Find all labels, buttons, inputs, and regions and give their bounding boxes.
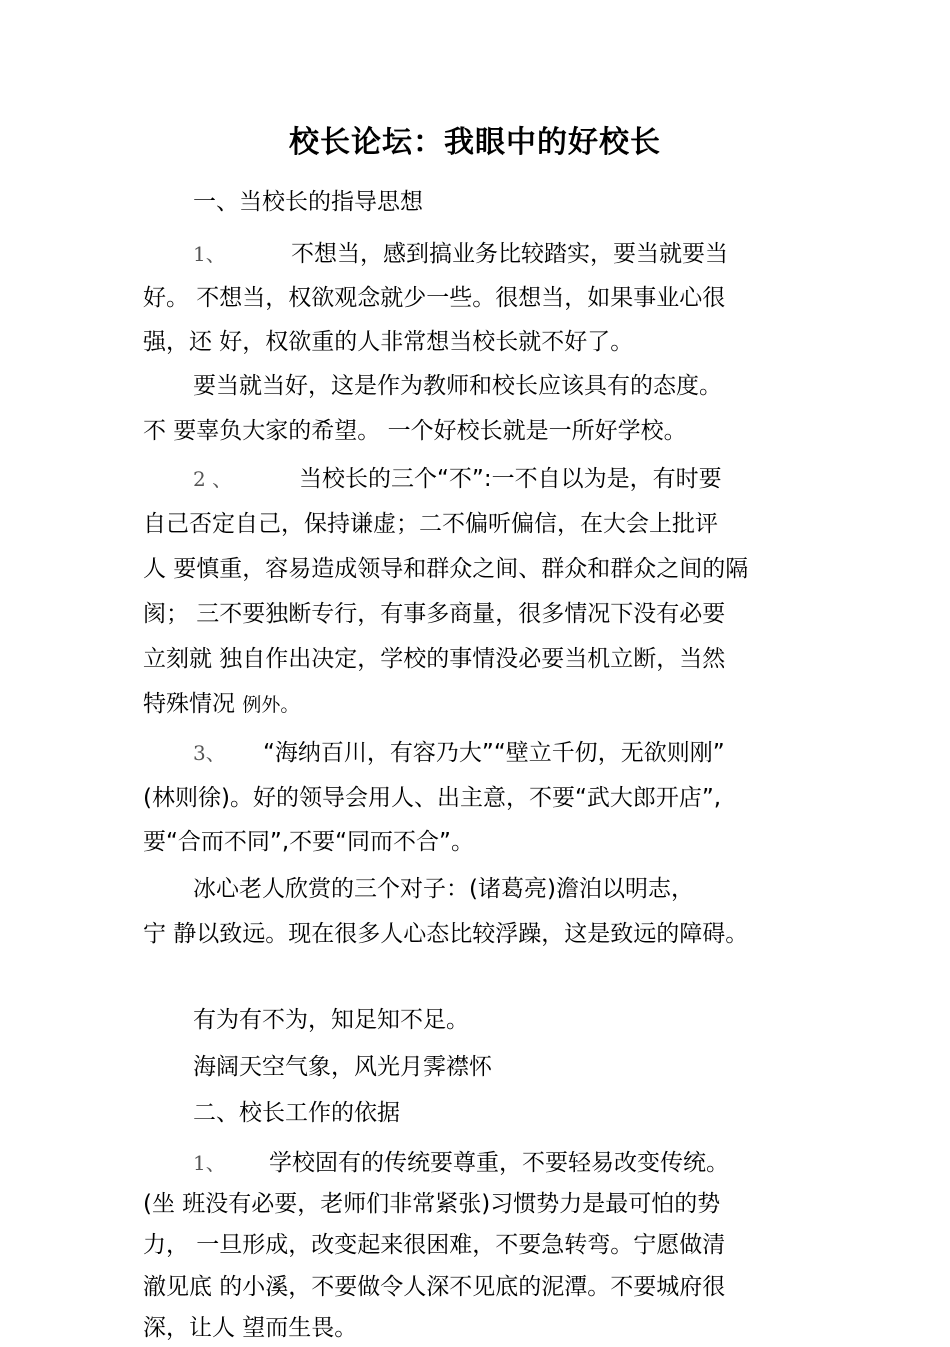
- paragraph-1-line-3: 强，还 好，权欲重的人非常想当校长就不好了。: [143, 329, 634, 355]
- paragraph-3-line-2: 自己否定自己，保持谦虚；二不偏听偏信，在大会上批评: [143, 511, 718, 537]
- paragraph-8-line-1: [193, 1147, 729, 1179]
- paragraph-4-line-3: 要“合而不同”,不要“同而不合”。: [143, 829, 474, 855]
- paragraph-text: 特殊情况: [143, 691, 235, 717]
- paragraph-4-line-1: [193, 737, 725, 769]
- paragraph-6: 有为有不为，知足知不足。: [193, 1007, 469, 1033]
- paragraph-text: 当校长的三个“不”:一不自以为是，有时要: [299, 466, 722, 492]
- list-number: 1、: [193, 242, 226, 266]
- paragraph-text: 不想当，感到搞业务比较踏实，要当就要当: [291, 241, 728, 267]
- paragraph-text: “海纳百川，有容乃大”“壁立千仞，无欲则刚”: [263, 740, 725, 766]
- paragraph-8-line-3: 力， 一旦形成，改变起来很困难，不要急转弯。宁愿做清: [143, 1232, 726, 1258]
- paragraph-text: 学校固有的传统要尊重，不要轻易改变传统。: [269, 1150, 729, 1176]
- paragraph-5-line-2: 宁 静以致远。现在很多人心态比较浮躁，这是致远的障碍。: [143, 921, 749, 947]
- section-heading-2: 二、校长工作的依据: [193, 1100, 400, 1126]
- paragraph-1-line-1: [193, 238, 728, 270]
- paragraph-4-line-2: (林则徐)。好的领导会用人、出主意，不要“武大郎开店”,: [143, 785, 722, 811]
- list-number: 1、: [193, 1151, 226, 1175]
- paragraph-1-line-2: 好。 不想当，权欲观念就少一些。很想当，如果事业心很: [143, 285, 726, 311]
- paragraph-3-line-1: [193, 463, 722, 495]
- paragraph-3-line-4: 阂； 三不要独断专行，有事多商量，很多情况下没有必要: [143, 601, 726, 627]
- paragraph-3-line-5: 立刻就 独自作出决定，学校的事情没必要当机立断，当然: [143, 646, 726, 672]
- paragraph-3-line-6: [143, 688, 299, 721]
- paragraph-8-line-2: (坐 班没有必要，老师们非常紧张)习惯势力是最可怕的势: [143, 1191, 721, 1217]
- paragraph-8-line-4: 澈见底 的小溪，不要做令人深不见底的泥潭。不要城府很: [143, 1274, 726, 1300]
- section-heading-1: 一、当校长的指导思想: [193, 189, 423, 215]
- paragraph-2-line-1: 要当就当好，这是作为教师和校长应该具有的态度。: [193, 373, 722, 399]
- paragraph-5-line-1: 冰心老人欣赏的三个对子：(诸葛亮)澹泊以明志，: [193, 876, 694, 902]
- list-number: 3、: [193, 741, 226, 765]
- paragraph-3-line-3: 人 要慎重，容易造成领导和群众之间、群众和群众之间的隔: [143, 556, 749, 582]
- paragraph-8-line-5: 深，让人 望而生畏。: [143, 1315, 358, 1341]
- paragraph-text-small: 例外。: [242, 694, 300, 716]
- document-title: 校长论坛：我眼中的好校长: [289, 125, 661, 160]
- list-number: 2 、: [193, 467, 233, 491]
- paragraph-2-line-2: 不 要辜负大家的希望。 一个好校长就是一所好学校。: [143, 418, 687, 444]
- paragraph-7: 海阔天空气象，风光月霁襟怀: [193, 1054, 492, 1080]
